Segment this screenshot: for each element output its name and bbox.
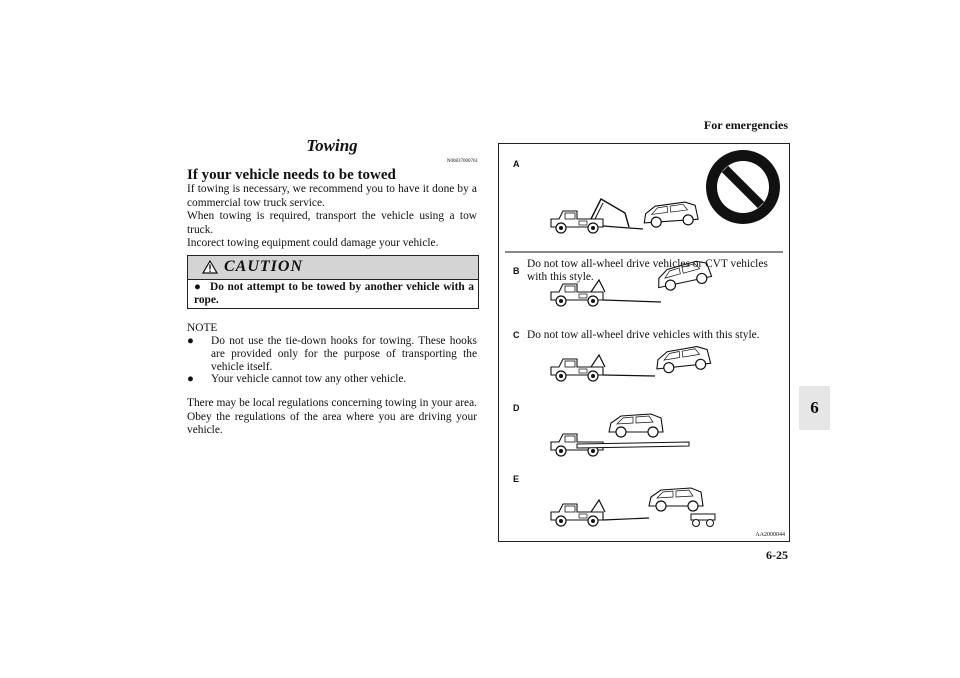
paragraph-2: When towing is required, transport the vehicle using a tow truck.: [187, 210, 477, 236]
figure-label-b: B: [513, 266, 520, 276]
caution-item-text: Do not attempt to be towed by another vehicle with a rope.: [194, 281, 474, 306]
note-label: NOTE: [187, 322, 218, 334]
note-item-1: [187, 335, 477, 375]
bullet-icon: ●: [187, 373, 194, 385]
section-subtitle: If your vehicle needs to be towed: [187, 167, 396, 183]
figure-caption-c: Do not tow all-wheel drive vehicles with this style.: [527, 329, 760, 341]
page-title: Towing: [306, 136, 358, 155]
towing-figure: [498, 143, 790, 542]
note-item-text: Your vehicle cannot tow any other vehicle.: [211, 373, 407, 385]
closing-paragraph: There may be local regulations concerning towing in your area. Obey the regulations of the area where you are driving your vehicle.: [187, 397, 477, 436]
caution-header: [188, 256, 478, 280]
section-header: For emergencies: [703, 118, 788, 132]
prohibited-icon: [706, 150, 780, 224]
figure-label-a: A: [513, 159, 520, 169]
page-number: 6-25: [766, 548, 788, 562]
note-item-text: Do not use the tie-down hooks for towing. These hooks are provided only for the purpose of transporting the vehicle itself.: [211, 335, 477, 373]
figure-code: AA2000044: [755, 532, 785, 538]
warning-icon: [202, 260, 218, 274]
figure-label-d: D: [513, 403, 520, 413]
caution-item: [194, 281, 474, 307]
caution-box: [187, 255, 479, 309]
bullet-icon: ●: [187, 335, 194, 347]
paragraph-3: Incorect towing equipment could damage your vehicle.: [187, 237, 439, 249]
figure-label-c: C: [513, 330, 520, 340]
bullet-icon: ●: [194, 281, 201, 293]
document-code: N00837000761: [446, 159, 478, 164]
figure-caption-b: Do not tow all-wheel drive vehicles or CVT vehicles with this style.: [527, 258, 768, 283]
caution-title: CAUTION: [224, 258, 304, 275]
towing-illustrations: [499, 144, 789, 541]
chapter-tab: 6: [799, 386, 830, 430]
figure-label-e: E: [513, 474, 520, 484]
paragraph-1: If towing is necessary, we recommend you to have it done by a commercial tow truck service.: [187, 183, 477, 209]
note-item-2: [187, 373, 477, 387]
